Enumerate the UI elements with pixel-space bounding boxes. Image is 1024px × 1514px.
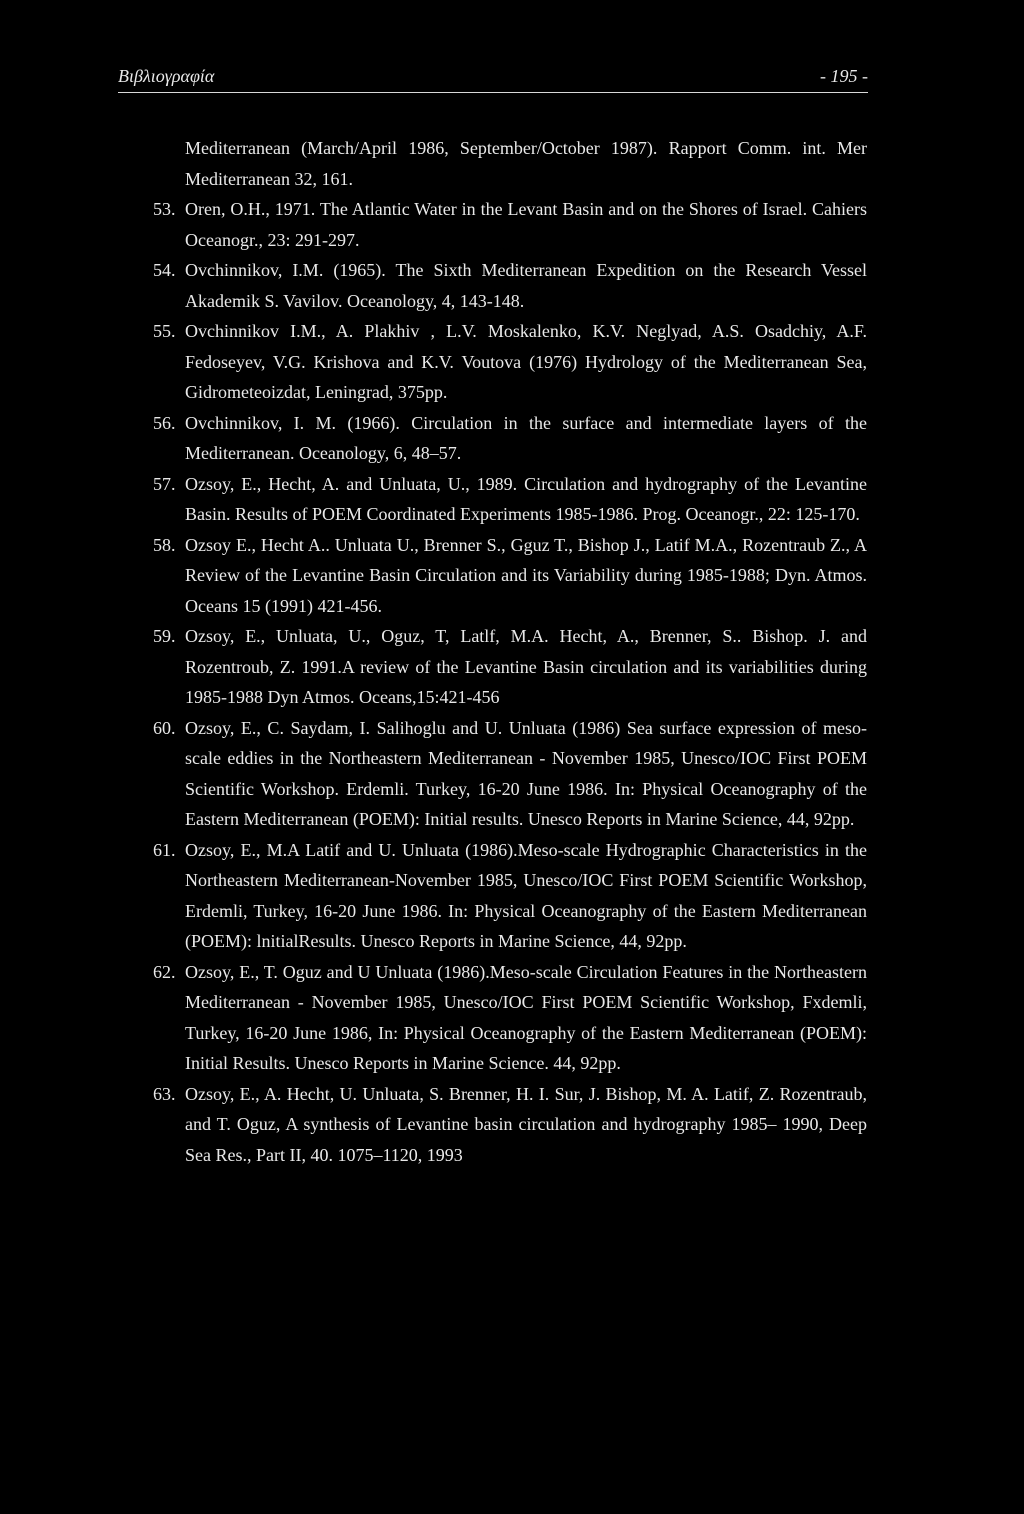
page-header — [118, 62, 868, 93]
page-number: - 195 - — [820, 66, 868, 86]
reference-item — [155, 621, 867, 713]
reference-number: 63. — [153, 1083, 176, 1104]
reference-number: 57. — [153, 473, 176, 494]
reference-text: Ozsoy E., Hecht A.. Unluata U., Brenner S., Gguz T., Bishop J., Latif M.A., Rozentraub Z., A Review of the Levantine Basin Circulation and its Variability during 1985-1988; Dyn. Atmos. Oceans 15 (1991) 421-456. — [185, 534, 867, 616]
reference-item — [155, 713, 867, 835]
reference-text: Ozsoy, E., M.A Latif and U. Unluata (1986).Meso-scale Hydrographic Characteristics in the Northeastern Mediterranean-November 1985, Unesco/IOC First POEM Scientific Workshop, Erdemli, Turkey, 16-20 June 1986. In: Physical Oceanography of the Eastern Mediterranean (POEM): lnitialResults. Unesco Reports in Marine Science, 44, 92pp. — [185, 839, 867, 951]
reference-item — [155, 1079, 867, 1171]
reference-number: 60. — [153, 717, 176, 738]
reference-list — [155, 133, 867, 1170]
reference-item — [155, 255, 867, 316]
reference-number: 59. — [153, 626, 176, 646]
reference-item — [155, 835, 867, 957]
reference-text: Ozsoy, E., T. Oguz and U Unluata (1986).Meso-scale Circulation Features in the Northeastern Mediterranean - November 1985, Unesco/IOC First POEM Scientific Workshop, Fxdemli, Turkey, 16-20 June 1986, In: Physical Oceanography of the Eastern Mediterranean (POEM): Initial Results. Unesco Reports in Marine Science. 44, 92pp. — [185, 961, 867, 1073]
reference-text: Oren, O.H., 1971. The Atlantic Water in the Levant Basin and on the Shores of Israel. Cahiers Oceanogr., 23: 291-297. — [185, 199, 867, 250]
reference-number: 58. — [153, 534, 176, 555]
reference-number: 53. — [153, 199, 176, 219]
reference-item — [155, 469, 867, 530]
reference-text: Ozsoy, E., Unluata, U., Oguz, T, Latlf, M.A. Hecht, A., Brenner, S.. Bishop. J. and Rozentroub, Z. 1991.A review of the Levantine Basin circulation and its variabilities during 1985-1988 Dyn Atmos. Oceans,15:421-456 — [185, 626, 867, 707]
reference-item — [155, 408, 867, 469]
running-title: Βιβλιογραφία — [118, 66, 215, 86]
reference-text: Ozsoy, E., C. Saydam, I. Salihoglu and U. Unluata (1986) Sea surface expression of meso-scale eddies in the Northeastern Mediterranean - November 1985, Unesco/IOC First POEM Scientific Workshop. Erdemli. Turkey, 16-20 June 1986. In: Physical Oceanography of the Eastern Mediterranean (POEM): Initial results. Unesco Reports in Marine Science, 44, 92pp. — [185, 717, 867, 829]
reference-number: 55. — [153, 321, 176, 341]
reference-text: Ovchinnikov, I. M. (1966). Circulation in the surface and intermediate layers of the Mediterranean. Oceanology, 6, 48–57. — [185, 412, 867, 463]
reference-text: Ovchinnikov I.M., A. Plakhiv , L.V. Moskalenko, K.V. Neglyad, A.S. Osadchiy, A.F. Fedoseyev, V.G. Krishova and K.V. Voutova (1976) Hydrology of the Mediterranean Sea, Gidrometeoizdat, Leningrad, 375pp. — [185, 321, 867, 402]
reference-item — [155, 957, 867, 1079]
reference-number: 54. — [153, 260, 176, 280]
reference-item — [155, 194, 867, 255]
reference-text: Ozsoy, E., A. Hecht, U. Unluata, S. Brenner, H. I. Sur, J. Bishop, M. A. Latif, Z. Rozentraub, and T. Oguz, A synthesis of Levantine basin circulation and hydrography 1985– 1990, Deep Sea Res., Part II, 40. 1075–1120, 1993 — [185, 1083, 867, 1165]
reference-number: 62. — [153, 961, 176, 982]
reference-number: 56. — [153, 412, 176, 433]
reference-text: Ovchinnikov, I.M. (1965). The Sixth Mediterranean Expedition on the Research Vessel Akademik S. Vavilov. Oceanology, 4, 143-148. — [185, 260, 867, 311]
reference-item — [155, 133, 867, 194]
reference-item — [155, 530, 867, 622]
reference-number: 61. — [153, 839, 176, 860]
reference-text: Ozsoy, E., Hecht, A. and Unluata, U., 1989. Circulation and hydrography of the Levantine Basin. Results of POEM Coordinated Experiments 1985-1986. Prog. Oceanogr., 22: 125-170. — [185, 473, 867, 524]
reference-item — [155, 316, 867, 408]
reference-text: Mediterranean (March/April 1986, September/October 1987). Rapport Comm. int. Mer Mediterranean 32, 161. — [185, 138, 867, 189]
